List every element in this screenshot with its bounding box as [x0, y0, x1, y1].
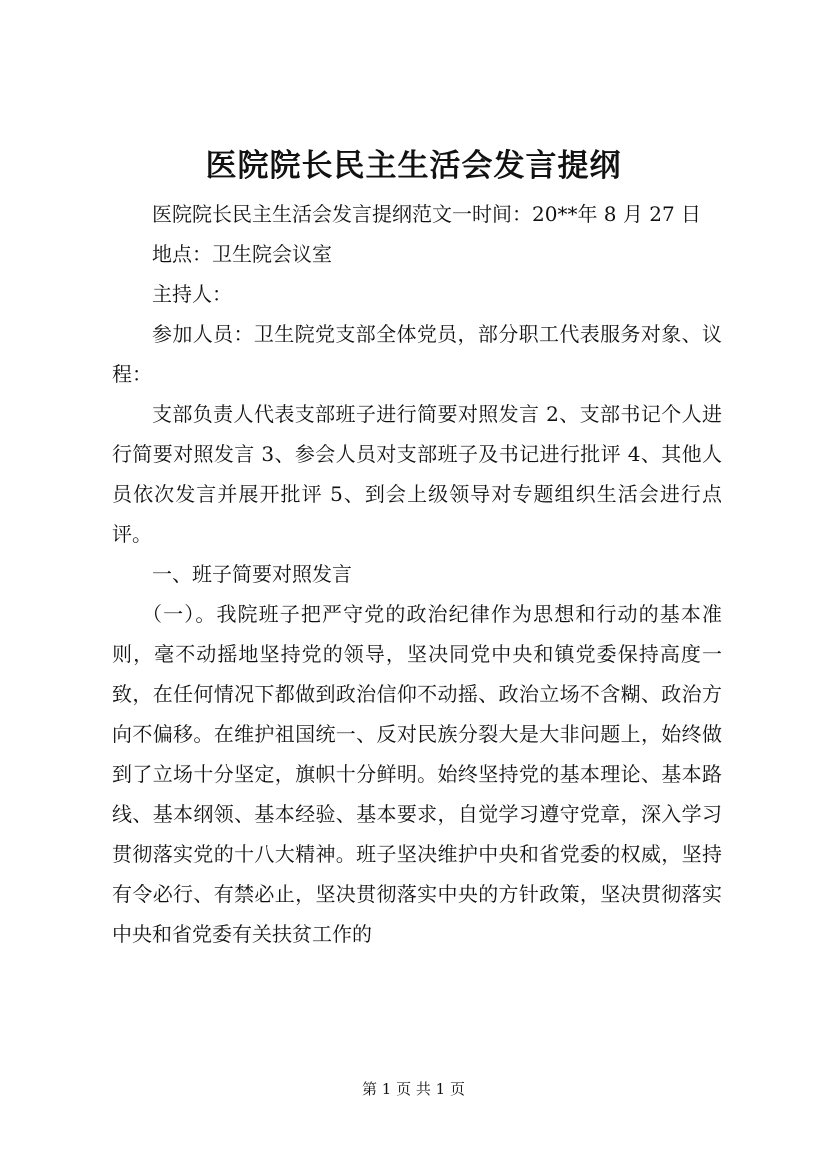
paragraph-time: 医院院长民主生活会发言提纲范文一时间：20**年 8 月 27 日 — [152, 202, 702, 226]
paragraph-location: 地点：卫生院会议室 — [152, 242, 332, 266]
paragraph-host: 主持人： — [152, 282, 232, 306]
section-heading-1: 一、班子简要对照发言 — [152, 562, 352, 586]
paragraph-attendees: 参加人员：卫生院党支部全体党员，部分职工代表服务对象、议程： — [112, 322, 722, 386]
paragraph-section-1-body: （一）。我院班子把严守党的政治纪律作为思想和行动的基本准则，毫不动摇地坚持党的领导，坚决同党中央和镇党委保持高度一致，在任何情况下都做到政治信仰不动摇、政治立场不含糊、政治方向不偏移。在维护祖国统一、反对民族分裂大是大非问题上，始终做到了立场十分坚定，旗帜十分鲜明。始终坚持党的基本理论、基本路线、基本纲领、基本经验、基本要求，自觉学习遵守党章，深入学习贯彻落实党的十八大精神。班子坚决维护中央和省党委的权威，坚持有令必行、有禁必止，坚决贯彻落实中央的方针政策，坚决贯彻落实中央和省党委有关扶贫工作的 — [112, 602, 722, 946]
paragraph-agenda: 支部负责人代表支部班子进行简要对照发言 2、支部书记个人进行简要对照发言 3、参会人员对支部班子及书记进行批评 4、其他人员依次发言并展开批评 5、到会上级领导对专题组织生活会进行点评。 — [112, 402, 722, 546]
page-number-footer: 第 1 页 共 1 页 — [362, 1080, 465, 1098]
document-title: 医院院长民主生活会发言提纲 — [205, 148, 622, 184]
document-body — [112, 194, 722, 954]
